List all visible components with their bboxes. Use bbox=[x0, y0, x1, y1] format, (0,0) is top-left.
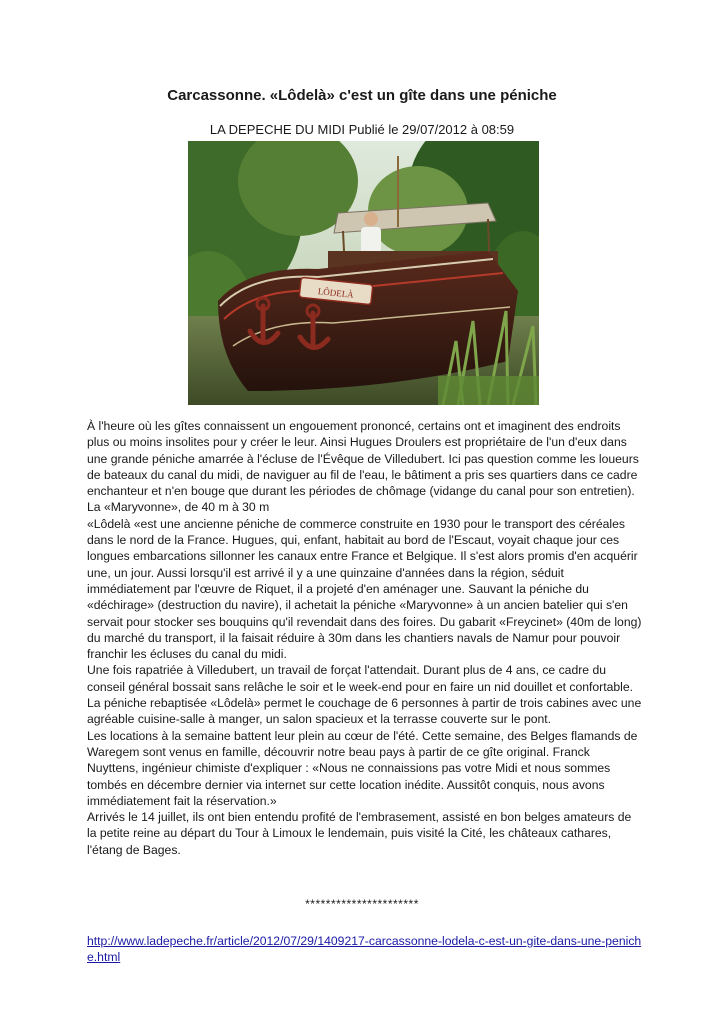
article-subheading: La «Maryvonne», de 40 m à 30 m bbox=[87, 500, 270, 515]
article-paragraph: Les locations à la semaine battent leur plein au cœur de l'été. Cette semaine, des Belges flamands de Waregem sont venus en famille, découvrir notre beau pays à partir de ce gîte original. Franck Nuyttens, ingénieur chimiste d'expliquer : «Nous ne connaissions pas votre Midi et nous sommes tombés en décembre dernier via internet sur cette location inédite. Aussitôt conquis, nous avons immédiatement fait la réservation.» bbox=[87, 728, 638, 808]
article-paragraph: À l'heure où les gîtes connaissent un engouement prononcé, certains ont et imaginent des endroits plus ou moins insolites pour y créer le leur. Ainsi Hugues Droulers est propriétaire de l'un d'eux dans une grande péniche amarrée à l'écluse de l'Évêque de Villedubert. Ici pas question comme les loueurs de bateaux du canal du midi, de naviguer au fil de l'eau, le bâtiment a pris ses quartiers dans ce cadre enchanteur et n'en bouge que durant les périodes de chômage (vidange du canal pour son entretien). bbox=[87, 419, 639, 499]
article-photo bbox=[188, 141, 539, 405]
boat-name-plate: LÔDELÀ bbox=[317, 286, 355, 300]
source-link[interactable]: http://www.ladepeche.fr/article/2012/07/29/1409217-carcassonne-lodela-c-est-un-gite-dans-une-peniche.html bbox=[87, 934, 642, 965]
article-paragraph: Arrivés le 14 juillet, ils ont bien entendu profité de l'embrasement, assisté en bon belges amateurs de la petite reine au départ du Tour à Limoux le lendemain, puis visité la Cité, les châteaux cathares, l'étang de Bages. bbox=[87, 810, 632, 857]
article-byline: LA DEPECHE DU MIDI Publié le 29/07/2012 à 08:59 bbox=[209, 122, 515, 137]
barge-photo-illustration bbox=[188, 141, 539, 405]
article-paragraph: «Lôdelà «est une ancienne péniche de commerce construite en 1930 pour le transport des céréales dans le nord de la France. Hugues, qui, enfant, habitait au bord de l'Escaut, voyait chaque jour ces longues embarcations sillonner les canaux entre France et Belgique. Il s'est alors promis d'en acquérir une, un jour. Aussi lorsqu'il est arrivé il y a une quinzaine d'années dans la région, séduit immédiatement par l'œuvre de Riquet, il a projeté d'en aménager une. Sauvant la péniche du «déchirage» (destruction du navire), il achetait la péniche «Maryvonne» à un ancien batelier qui s'en servait pour stocker ses bouquins qu'il revendait dans des foires. Du gabarit «Freycinet» (40m de long) du marché du transport, il la faisait réduire à 30m dans les chantiers navals de Namur pour pouvoir franchir les écluses du canal du midi. bbox=[87, 516, 642, 662]
article-body bbox=[87, 418, 643, 858]
article-paragraph: Une fois rapatriée à Villedubert, un travail de forçat l'attendait. Durant plus de 4 ans, ce cadre du conseil général bossait sans relâche le soir et le week-end pour en faire un nid douillet et confortable. La péniche rebaptisée «Lôdelà» permet le couchage de 6 personnes à partir de trois cabines avec une agréable cuisine-salle à manger, un salon spacieux et la terrasse couverte sur le pont. bbox=[87, 663, 642, 727]
article-title: Carcassonne. «Lôdelà» c'est un gîte dans une péniche bbox=[167, 87, 557, 104]
separator-stars: ********************** bbox=[305, 897, 419, 911]
